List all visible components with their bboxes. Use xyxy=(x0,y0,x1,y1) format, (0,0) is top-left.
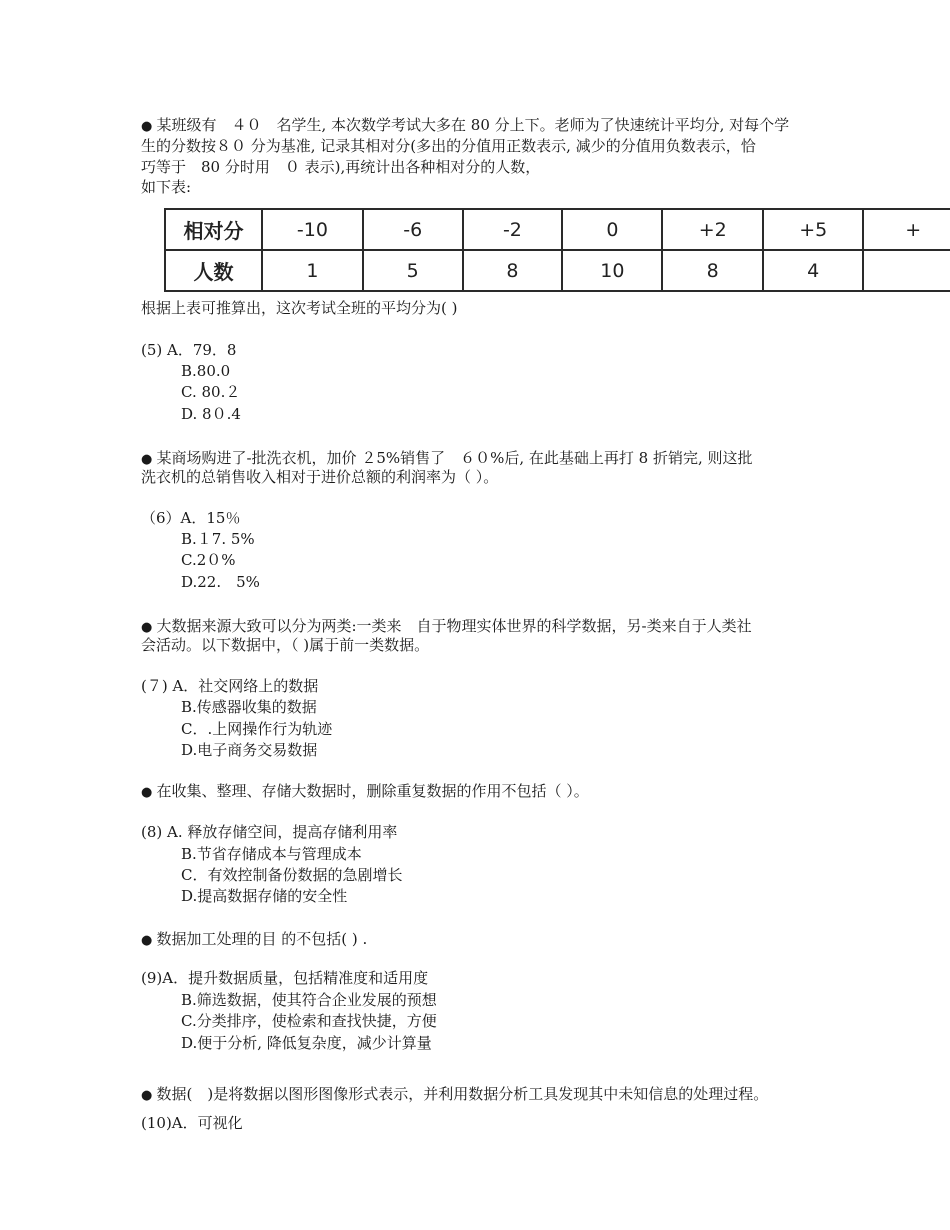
table-cell-count: 8 xyxy=(662,250,763,291)
table-cell-score: -6 xyxy=(363,209,463,250)
q6-stem-line2: 洗衣机的总销售收入相对于进价总额的利润率为（ ）。 xyxy=(141,468,499,486)
q6-option-b: B.１7. 5% xyxy=(181,530,255,548)
table-cell-score: +5 xyxy=(763,209,864,250)
q9-stem: ● 数据加工处理的目 的不包括( ) . xyxy=(141,929,367,951)
q5-option-d: D. 8０.4 xyxy=(181,405,241,423)
table-cell-score: +2 xyxy=(662,209,763,250)
q8-stem: ● 在收集、整理、存储大数据时，删除重复数据的作用不包括（ ）。 xyxy=(141,781,589,803)
q8-option-a: (8) A. 释放存储空间，提高存储利用率 xyxy=(141,823,398,841)
q7-option-d: D.电子商务交易数据 xyxy=(181,741,318,759)
q5-stem-line1: ● 某班级有 ４０ 名学生, 本次数学考试大多在 80 分上下。老师为了快速统计平均分, 对每个学 xyxy=(141,115,789,137)
q7-stem-line1: ● 大数据来源大致可以分为两类:一类来 自于物理实体世界的科学数据，另-类来自于人类社 xyxy=(141,616,752,638)
q5-stem-line3: 巧等于 80 分时用 ０ 表示),再统计出各种相对分的人数， xyxy=(141,158,541,176)
table-cell-score: 0 xyxy=(562,209,662,250)
q7-option-a: (７) A．社交网络上的数据 xyxy=(141,677,319,695)
table-cell-count: 4 xyxy=(763,250,864,291)
q8-option-d: D.提高数据存储的安全性 xyxy=(181,887,348,905)
q9-option-a: (9)A．提升数据质量，包括精准度和适用度 xyxy=(141,969,429,987)
table-cell-count: 8 xyxy=(463,250,563,291)
table-cell-score: -2 xyxy=(463,209,563,250)
table-cell-score: + xyxy=(863,209,950,250)
table-cell-count: 1 xyxy=(262,250,363,291)
table-cell-score: -10 xyxy=(262,209,363,250)
table-header-relative-score: 相对分 xyxy=(165,209,262,250)
table-cell-count xyxy=(863,250,950,291)
table-cell-count: 5 xyxy=(363,250,463,291)
q5-option-b: B.80.0 xyxy=(181,362,231,380)
q5-question: 根据上表可推算出，这次考试全班的平均分为( ) xyxy=(141,299,458,317)
relative-score-table xyxy=(164,208,950,292)
table-header-count: 人数 xyxy=(165,250,262,291)
q6-option-a: （6）A．15％ xyxy=(141,509,241,527)
q5-option-c: C. 80.２ xyxy=(181,383,241,401)
q6-stem-line1: ● 某商场购进了-批洗衣机，加价 ２5%销售了 ６０%后, 在此基础上再打 8 折销完, 则这批 xyxy=(141,448,753,470)
q7-option-c: C．.上网操作行为轨迹 xyxy=(181,720,333,738)
q8-option-b: B.节省存储成本与管理成本 xyxy=(181,845,362,863)
q8-option-c: C．有效控制备份数据的急剧增长 xyxy=(181,866,403,884)
q5-stem-line4: 如下表: xyxy=(141,178,192,196)
q5-option-a: (5) A．79．8 xyxy=(141,341,237,359)
q6-option-c: C.2０% xyxy=(181,551,236,569)
q7-option-b: B.传感器收集的数据 xyxy=(181,698,317,716)
table-row-scores xyxy=(165,209,950,250)
q10-stem: ● 数据( )是将数据以图形图像形式表示，并利用数据分析工具发现其中未知信息的处理过程。 xyxy=(141,1084,768,1106)
q6-option-d: D.22. 5% xyxy=(181,573,260,591)
q9-option-c: C.分类排序，使检索和查找快捷，方便 xyxy=(181,1012,437,1030)
q9-option-b: B.筛选数据，使其符合企业发展的预想 xyxy=(181,991,437,1009)
table-cell-count: 10 xyxy=(562,250,662,291)
table-row-counts xyxy=(165,250,950,291)
q9-option-d: D.便于分析, 降低复杂度，减少计算量 xyxy=(181,1034,432,1052)
q10-option-a: (10)A．可视化 xyxy=(141,1114,243,1132)
q7-stem-line2: 会活动。以下数据中，（ )属于前一类数据。 xyxy=(141,636,430,654)
q5-stem-line2: 生的分数按８０ 分为基准, 记录其相对分(多出的分值用正数表示, 减少的分值用负数表示，恰 xyxy=(141,137,756,155)
